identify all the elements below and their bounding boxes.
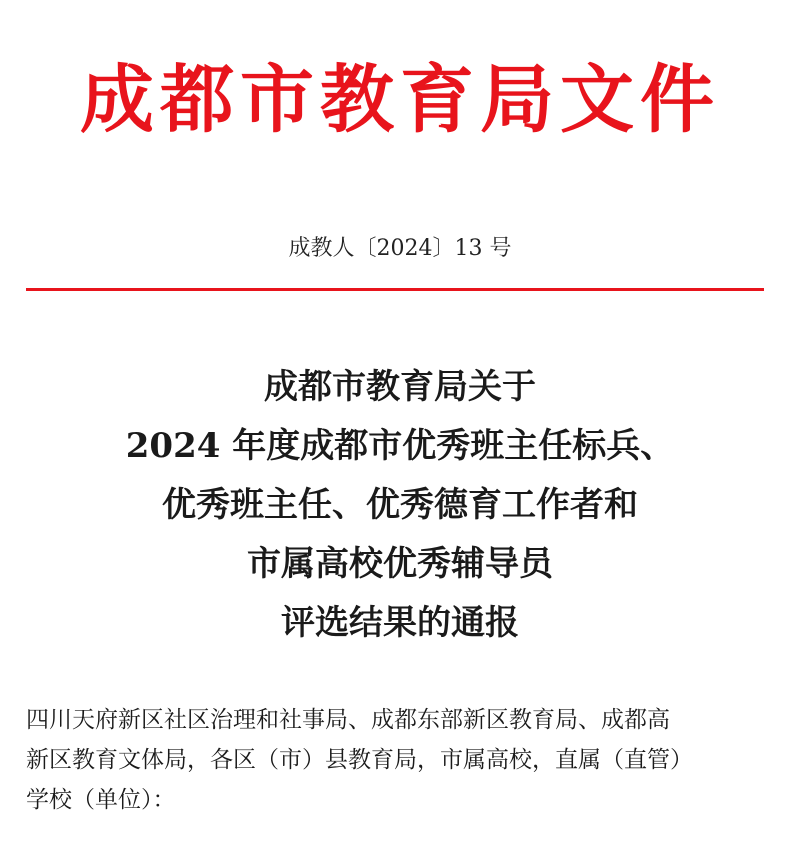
notice-title-line: 成都市教育局关于 (264, 367, 536, 407)
notice-title-line: 评选结果的通报 (281, 603, 519, 643)
addressee-line: 学校（单位）： (26, 787, 176, 813)
document-header-title: 成都市教育局文件 (80, 57, 720, 143)
addressee-paragraph (26, 700, 774, 820)
notice-title-line: 优秀班主任、优秀德育工作者和 (162, 485, 638, 525)
document-number: 成教人〔2024〕13 号 (288, 236, 512, 261)
notice-title (0, 358, 800, 653)
notice-title-line: 2024 年度成都市优秀班主任标兵、 (125, 426, 675, 466)
notice-title-line: 市属高校优秀辅导员 (247, 544, 553, 584)
addressee-line: 四川天府新区社区治理和社事局、成都东部新区教育局、成都高 (26, 707, 670, 733)
addressee-line: 新区教育文体局，各区（市）县教育局，市属高校，直属（直管） (26, 747, 693, 773)
header-divider (26, 288, 764, 291)
